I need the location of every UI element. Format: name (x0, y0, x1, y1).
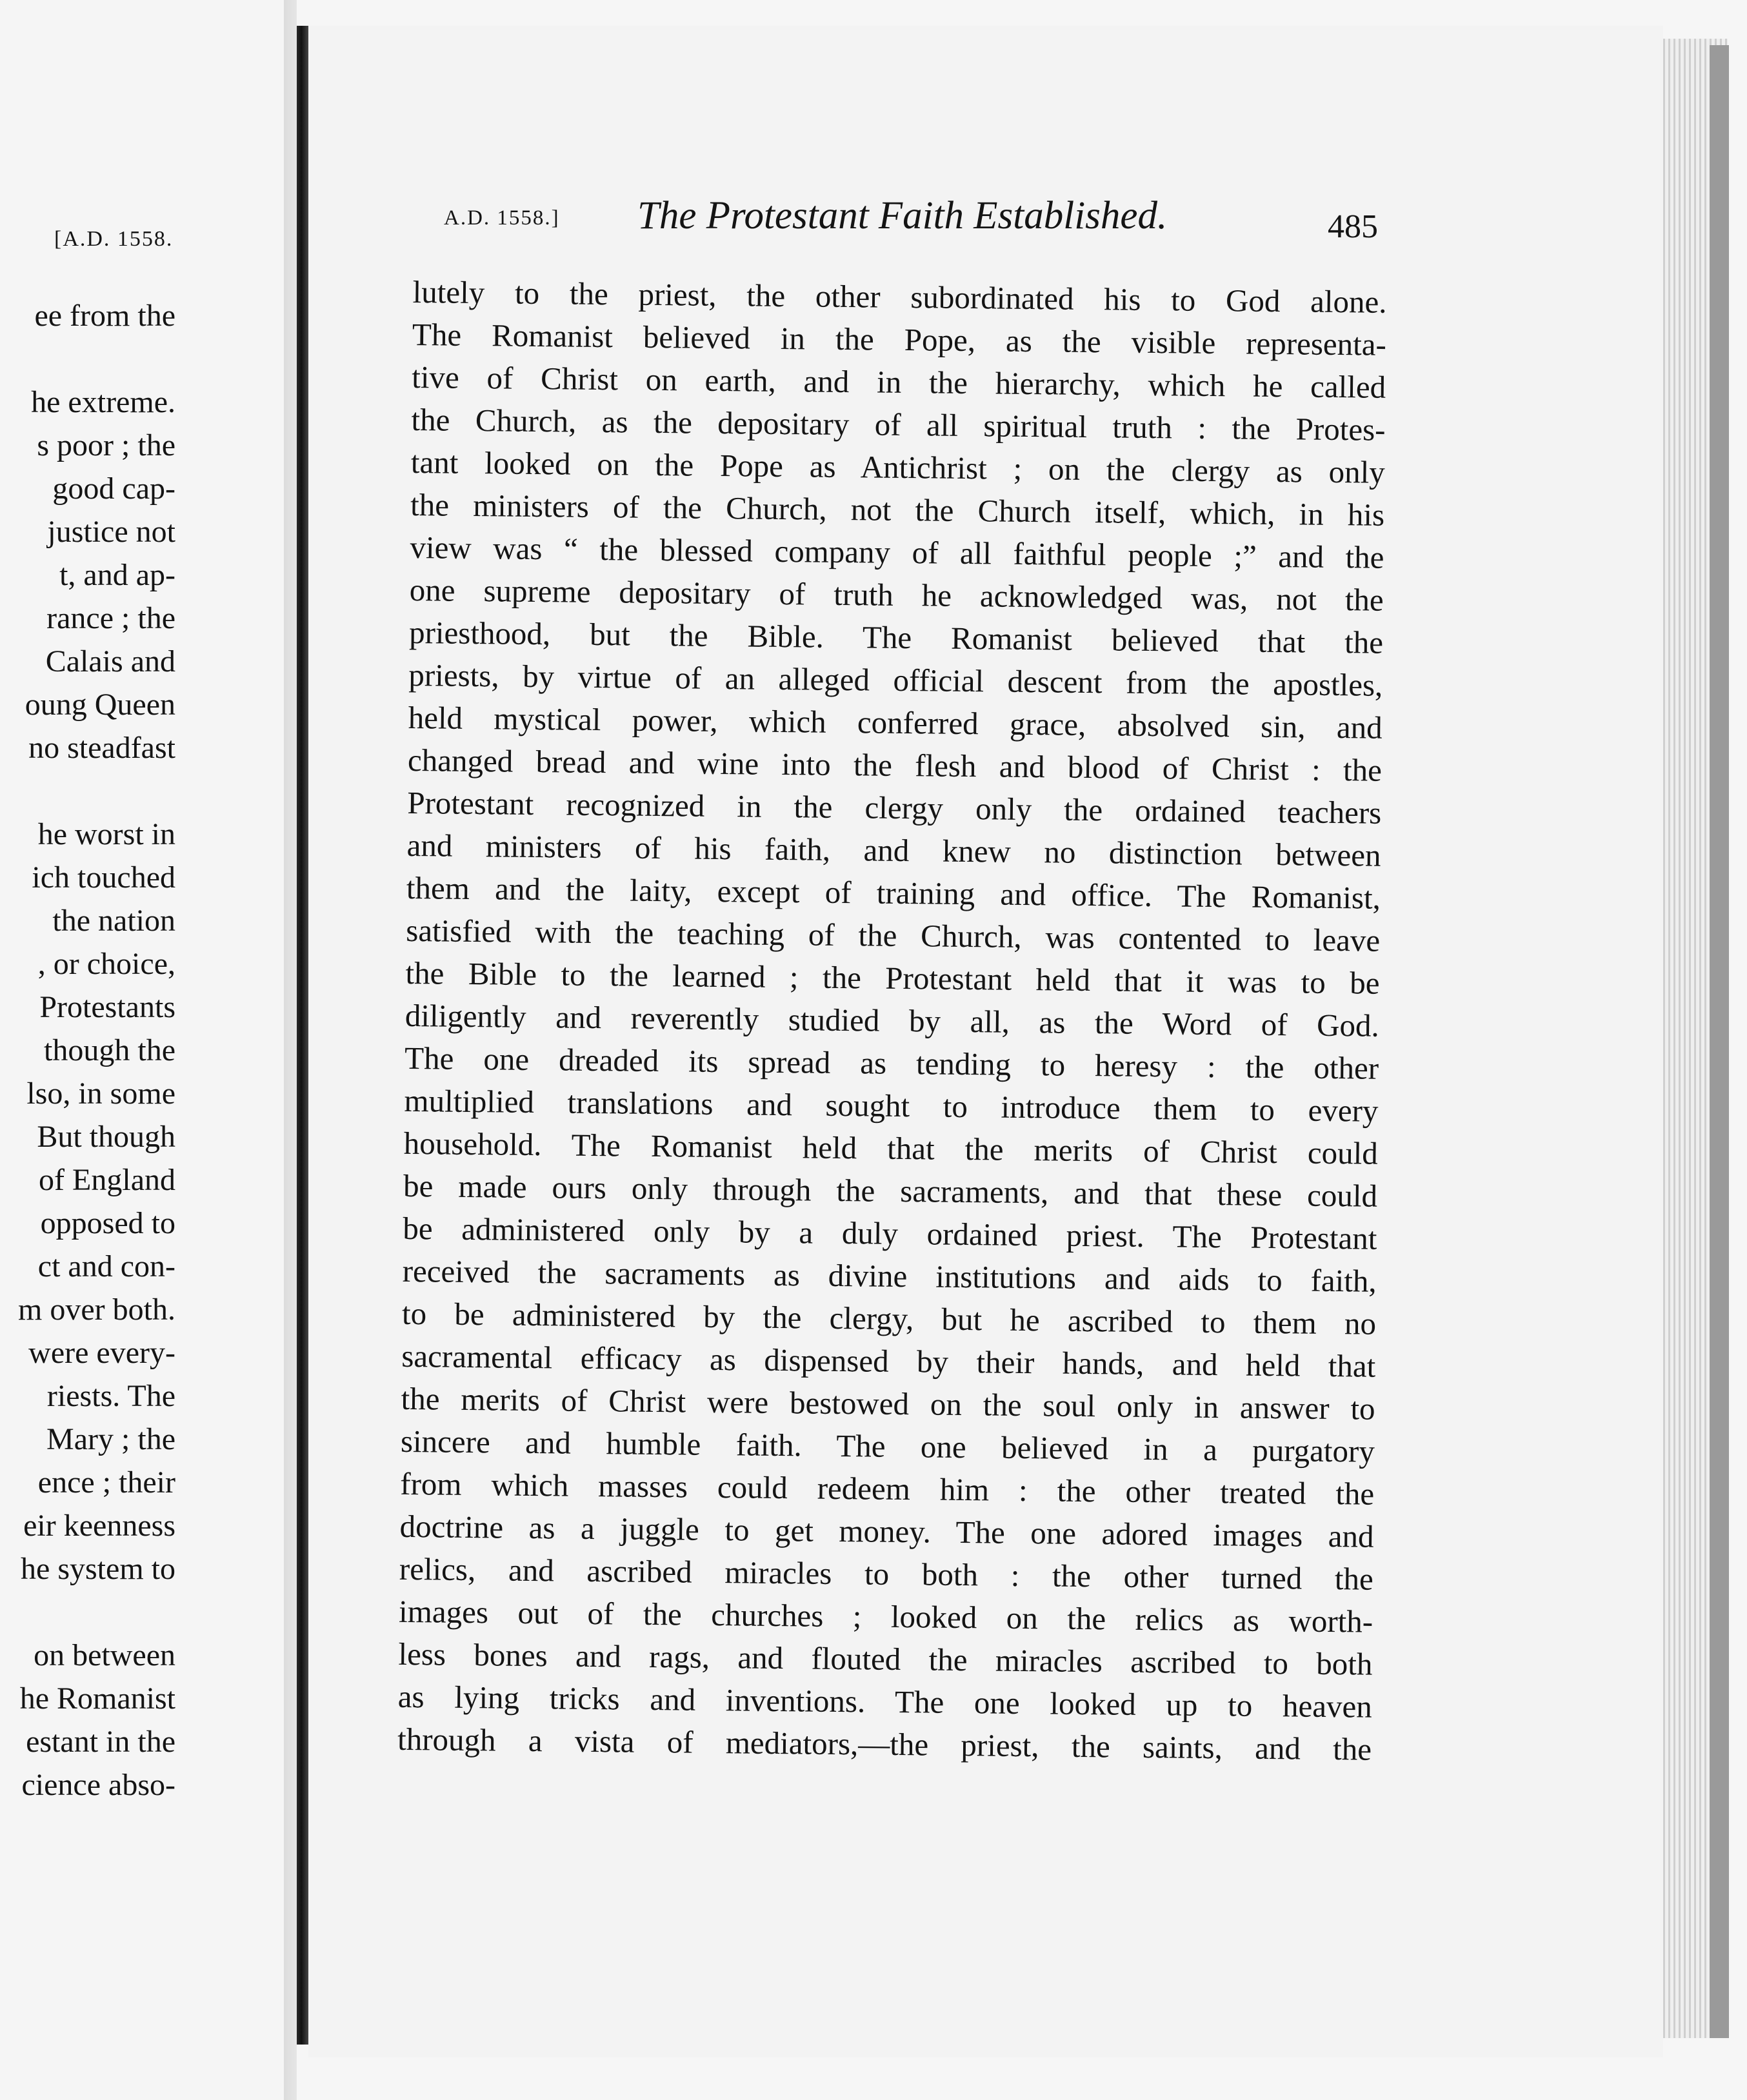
left-text-line: cience abso- (21, 1768, 175, 1802)
body-text-line: held mystical power, which conferred grace, absolved sin, and (408, 699, 1383, 746)
body-text-line: one supreme depositary of truth he acknowledged was, not the (409, 571, 1384, 618)
page-number: 485 (1328, 208, 1378, 245)
left-text-line: But though (37, 1120, 175, 1154)
left-text-line: opposed to (40, 1206, 175, 1240)
left-text-line: t, and ap- (59, 558, 175, 592)
body-text-line: doctrine as a juggle to get money. The one adored images and (399, 1508, 1374, 1554)
body-text-line: view was “ the blessed company of all faithful people ;” and the (410, 529, 1384, 575)
left-text-line: the nation (52, 904, 175, 938)
left-text-line: eir keenness (23, 1509, 175, 1543)
left-text-line: ct and con- (37, 1249, 175, 1283)
left-text-line: he Romanist (19, 1681, 175, 1716)
left-text-line (0, 769, 175, 813)
left-text-line: ence ; their (37, 1465, 175, 1500)
body-text-line: diligently and reverently studied by all, as the Word of God. (404, 997, 1380, 1044)
body-text-line: tant looked on the Pope as Antichrist ; on the clergy as only (410, 444, 1386, 490)
body-text-line: the ministers of the Church, not the Church itself, which, in his (410, 486, 1385, 533)
running-head (444, 193, 1386, 264)
left-text-line: he worst in (37, 817, 175, 851)
body-text-line: to be administered by the clergy, but he ascribed to them no (401, 1295, 1377, 1342)
left-text-line (0, 337, 175, 381)
body-text-line: changed bread and wine into the flesh and blood of Christ : the (407, 742, 1383, 788)
body-text (397, 271, 1387, 1771)
body-text-line: and ministers of his faith, and knew no distinction between (406, 827, 1381, 873)
body-text-line: them and the laity, except of training and office. The Romanist, (406, 869, 1381, 916)
body-text-line: relics, and ascribed miracles to both : the other turned the (399, 1550, 1374, 1597)
body-text-line: the Bible to the learned ; the Protestant held that it was to be (405, 955, 1380, 1001)
book-gutter (297, 26, 308, 2045)
body-text-line: priests, by virtue of an alleged official descent from the apostles, (408, 657, 1383, 703)
left-text-line: he extreme. (31, 385, 175, 419)
left-text-line: were every- (28, 1336, 175, 1370)
left-page-shadow (284, 0, 297, 2100)
body-text-line: received the sacraments as divine institutions and aids to faith, (402, 1253, 1377, 1299)
body-text-line: household. The Romanist held that the merits of Christ could (403, 1125, 1379, 1171)
body-text-line: The Romanist believed in the Pope, as the visible representa- (412, 316, 1387, 362)
left-text-line: ee from the (34, 299, 175, 333)
left-text-line: of England (39, 1163, 175, 1197)
left-text-line: Mary ; the (46, 1422, 175, 1456)
left-text-line: s poor ; the (37, 428, 175, 462)
left-text-line: no steadfast (28, 731, 175, 765)
left-text-line: ich touched (32, 860, 175, 895)
page-edge-shadow (1710, 45, 1729, 2038)
body-text-line: as lying tricks and inventions. The one looked up to heaven (397, 1678, 1373, 1725)
body-text-line: multiplied translations and sought to introduce them to every (404, 1082, 1379, 1129)
body-text-line: satisfied with the teaching of the Church, was contented to leave (406, 912, 1381, 958)
left-page-header: [A.D. 1558. (54, 227, 174, 251)
left-text-line: rance ; the (46, 601, 175, 635)
body-text-line: the Church, as the depositary of all spiritual truth : the Protes- (411, 401, 1386, 448)
left-text-line: Calais and (45, 644, 175, 679)
left-facing-page (0, 0, 297, 2100)
left-text-line: m over both. (18, 1293, 175, 1327)
left-text-line: riests. The (46, 1379, 175, 1413)
left-text-line: oung Queen (25, 688, 175, 722)
body-text-line: sincere and humble faith. The one believed in a purgatory (400, 1423, 1375, 1469)
left-text-line: he system to (21, 1552, 175, 1586)
body-text-line: images out of the churches ; looked on the relics as worth- (398, 1593, 1373, 1639)
left-text-line: on between (34, 1638, 175, 1672)
body-text-line: be administered only by a duly ordained priest. The Protestant (403, 1210, 1377, 1256)
left-text-line: Protestants (39, 990, 175, 1024)
running-head-title: The Protestant Faith Established. (637, 194, 1168, 237)
body-text-line: priesthood, but the Bible. The Romanist believed that the (408, 614, 1384, 660)
running-head-date: A.D. 1558.] (444, 206, 560, 230)
left-page-text (0, 294, 175, 1807)
body-text-line: Protestant recognized in the clergy only the ordained teachers (407, 784, 1382, 831)
body-text-line: sacramental efficacy as dispensed by their hands, and held that (401, 1338, 1376, 1384)
body-text-line: be made ours only through the sacraments, and that these could (403, 1167, 1378, 1214)
body-text-line: through a vista of mediators,—the priest, the saints, and the (397, 1721, 1372, 1767)
left-text-line: lso, in some (26, 1076, 175, 1111)
left-text-line: , or choice, (37, 947, 175, 981)
left-text-line: good cap- (52, 471, 175, 506)
body-text-line: lutely to the priest, the other subordinated his to God alone. (412, 273, 1387, 320)
left-text-line: justice not (47, 515, 175, 549)
body-text-line: less bones and rags, and flouted the miracles ascribed to both (398, 1636, 1373, 1682)
left-text-line: though the (44, 1033, 175, 1067)
left-text-line: estant in the (26, 1725, 175, 1759)
left-text-line (0, 1590, 175, 1634)
body-text-line: from which masses could redeem him : the other treated the (400, 1465, 1375, 1512)
body-text-line: The one dreaded its spread as tending to heresy : the other (404, 1040, 1379, 1086)
body-text-line: tive of Christ on earth, and in the hierarchy, which he called (411, 359, 1386, 405)
body-text-line: the merits of Christ were bestowed on the soul only in answer to (401, 1380, 1375, 1427)
